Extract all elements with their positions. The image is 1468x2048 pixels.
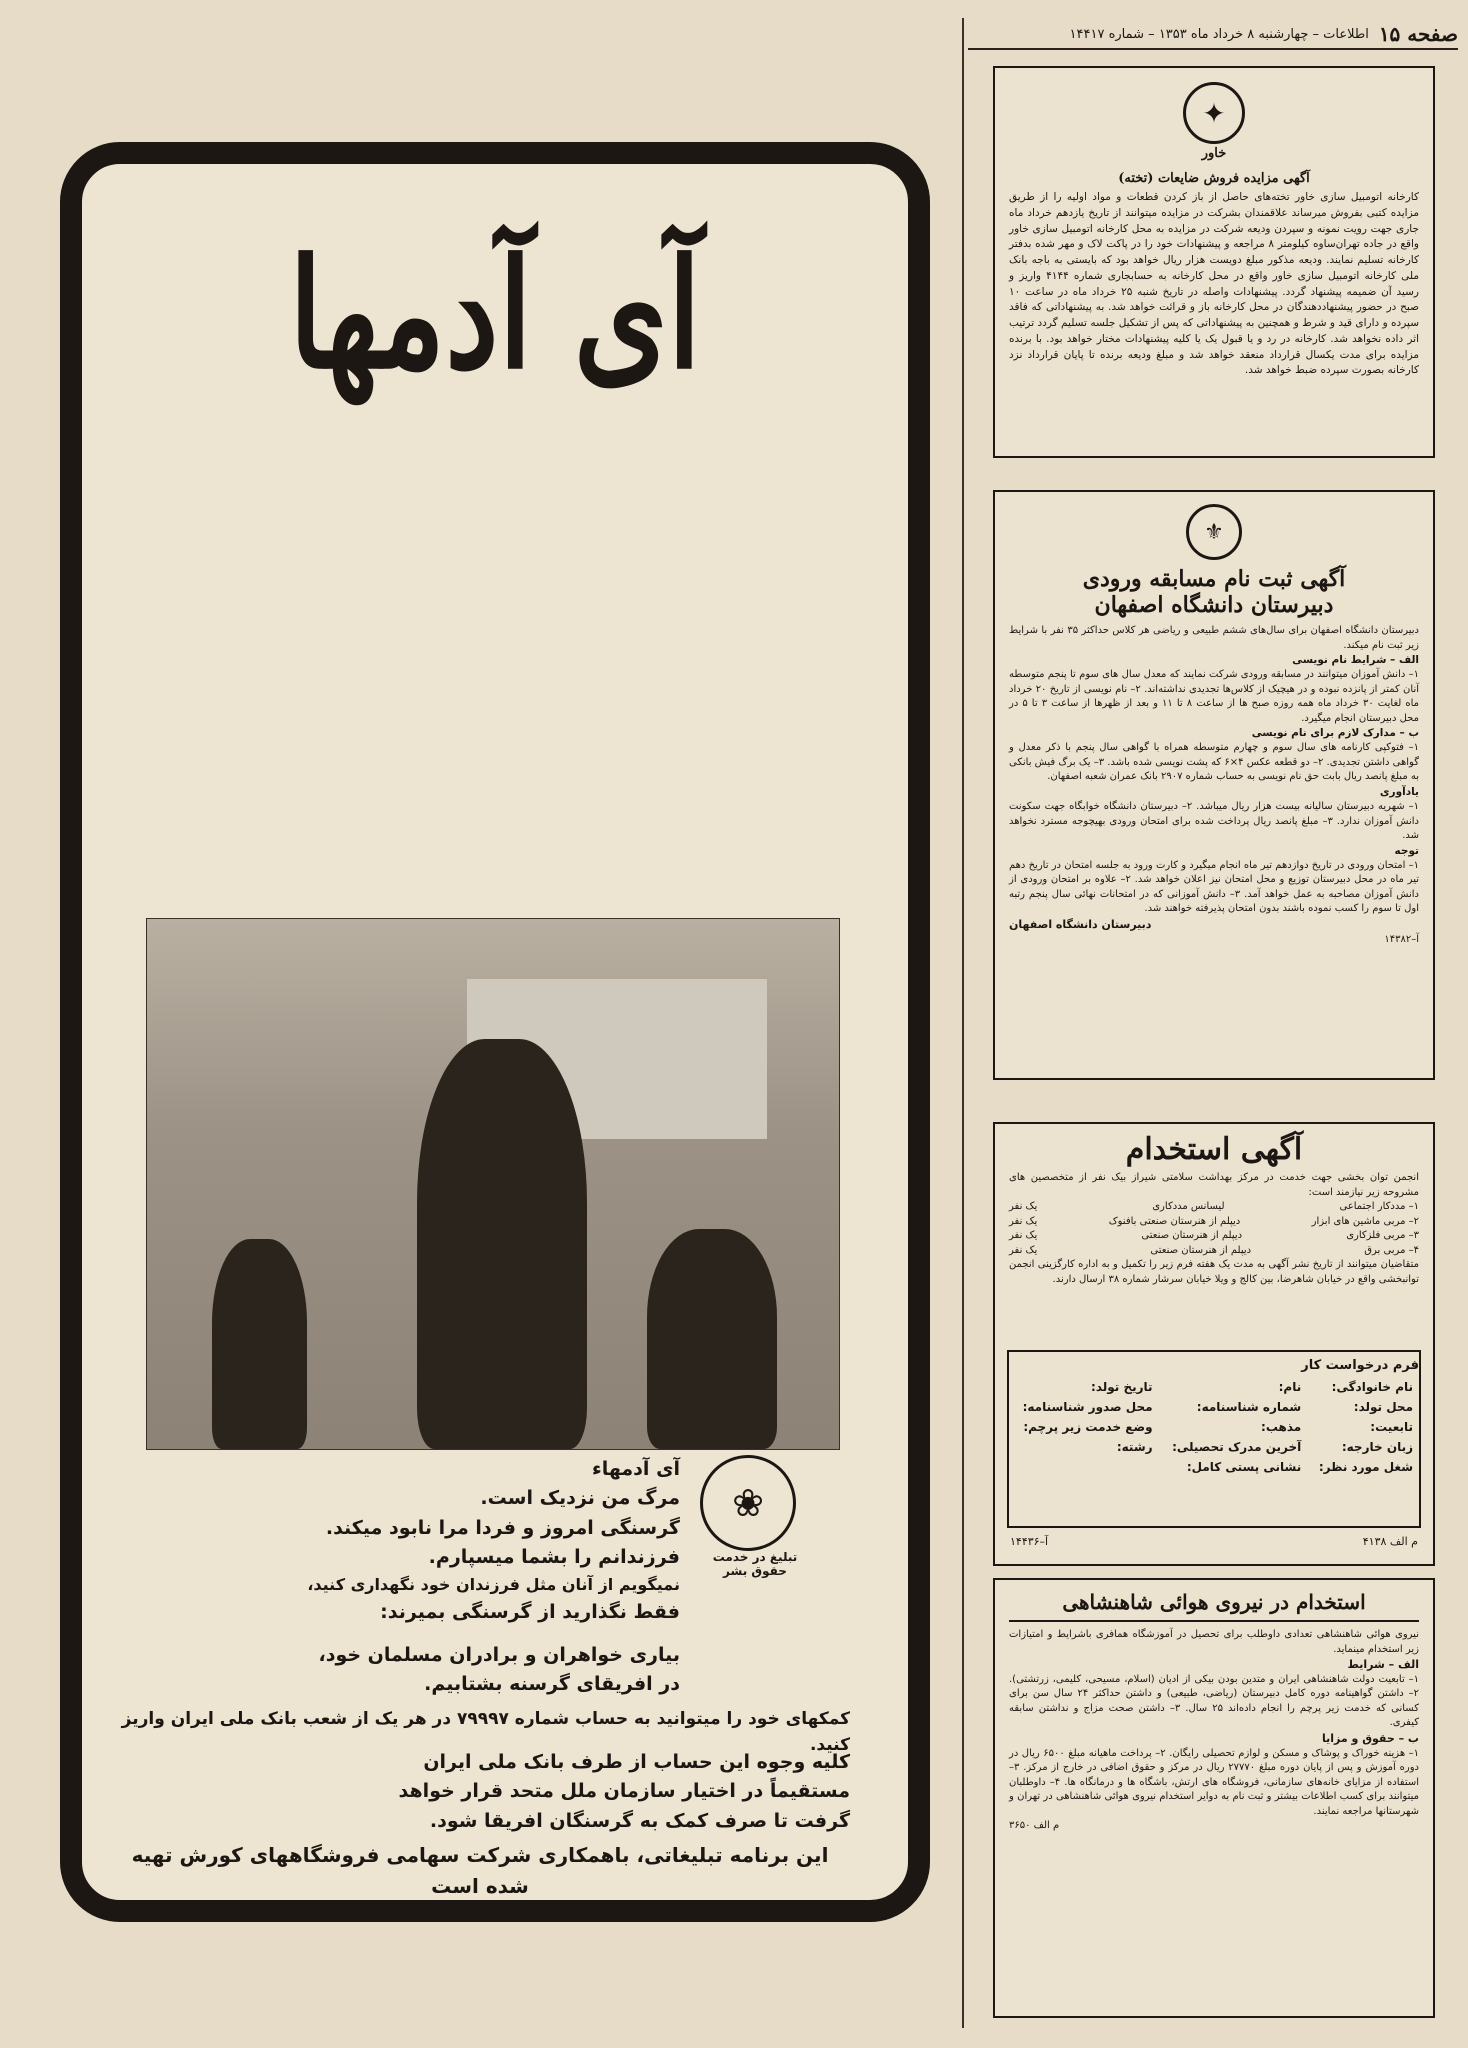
position-row [1009, 1229, 1419, 1244]
position-role: ۱– مددکار اجتماعی [1339, 1201, 1419, 1212]
brand-name: خاور [1201, 146, 1227, 161]
form-row [1009, 1457, 1419, 1477]
ad-line: فرزندانم را بشما میسپارم. [428, 1546, 680, 1569]
form-field: نام: [1278, 1380, 1302, 1394]
form-table [1009, 1377, 1419, 1477]
employment-apply-text: متقاضیان میتوانند از تاریخ نشر آگهی به مدت یک هفته فرم زیر را تکمیل و به اداره کارگزینی انجمن توانبخشی واقع در خیابان شاهرضا، بین کالج و ویلا خیابان سرشار شماره ۳۸ ارسال دارند. [1009, 1259, 1419, 1285]
school-admission-ad [993, 490, 1435, 1080]
mercedes-star-icon: ✦ [1183, 82, 1245, 144]
famine-photo [146, 918, 840, 1450]
photo-figure-child-right [647, 1229, 777, 1449]
human-rights-emblem-icon: ❀ [700, 1455, 796, 1551]
ad-funds-text [220, 1748, 850, 1836]
airforce-section-b-text: ۱– هزینه خوراک و پوشاک و مسکن و لوازم تحصیلی رایگان. ۲– پرداخت ماهیانه مبلغ ۶۵۰۰ ریال در دوره آموزش و پس از پایان دوره مبلغ ۲۷۷۷۰ ریال در مرکز و حقوق اضافی در خارج از مرکز. ۳– استفاده از مزایای خانه‌های سازمانی، فروشگاه های ارتش، باشگاه ها و درمانگاه ها. ۴– داوطلبان میتوانند برای کسب اطلاعات بیشتر و ثبت نام به دوایر استخدام نیروی هوائی شاهنشاهی در تهران و شهرستانها مراجعه نمایند. [1009, 1747, 1420, 1817]
position-degree: لیسانس مددکاری [1152, 1201, 1225, 1212]
form-field [1009, 1457, 1159, 1477]
form-field: رشته: [1116, 1440, 1153, 1454]
page-number: صفحه ۱۵ [1378, 22, 1458, 46]
position-count: یک نفر [1009, 1244, 1038, 1256]
footer-line: این برنامه تبلیغاتی، باهمکاری شرکت سهامی فروشگاههای کورش تهیه شده است [131, 1843, 829, 1898]
job-application-form [1007, 1350, 1421, 1528]
ad-line: فقط نگذارید از گرسنگی بمیرند: [380, 1600, 680, 1623]
auction-title: آگهی مزایده فروش ضایعات (تخته) [1118, 171, 1310, 186]
airforce-title: استخدام در نیروی هوائی شاهنشاهی [1009, 1590, 1419, 1622]
position-count: یک نفر [1009, 1230, 1038, 1241]
funds-line: کلیه وجوه این حساب از طرف بانک ملی ایران [423, 1751, 850, 1773]
form-field: تاریخ تولد: [1091, 1380, 1153, 1394]
funds-line: مستقیماً در اختیار سازمان ملل متحد قرار خواهد [398, 1780, 850, 1803]
school-section-a: الف – شرایط نام نویسی [1292, 654, 1419, 666]
form-field: مذهب: [1261, 1420, 1302, 1434]
auction-body: کارخانه اتومبیل سازی خاور تخته‌های حاصل از باز کردن قطعات و مواد اولیه را از طریق مزایده کتبی بفروش میرساند علاقمندان بشرکت در مزایده میتوانند از تاریخ یازدهم خرداد ماه جاری جهت رویت نمونه و سپردن ودیعه شرکت در مزایده به محل کارخانه اتومبیل سازی خاور واقع در جاده تهران‌ساوه کیلومتر ۸ مراجعه و پیشنهادات خود را در پاکت لاک و مهر شده بدفتر کارخانه تسلیم نمایند. ودیعه مذکور مبلغ دویست هزار ریال خواهد بود که بایستی به باجه بانک ملی کارخانه اتومبیل سازی خاور واقع در محل کارخانه به حسابجاری شماره ۴۱۴۴ واریز و رسید آن ضمیمه پیشنهاد گردد. پیشنهادات واصله در تاریخ شنبه ۲۵ خرداد ماه در ساعت ۱۰ صبح در حضور پیشنهاددهندگان در محل کارخانه باز و قرائت خواهد شد. به پیشنهاداتی که فاقد سپرده و دارای قید و شرط و همچنین به پیشنهاداتی که پس از تشکیل جلسه تسلیم گردد ترتیب اثر داده نخواهد شد. کارخانه در رد و یا قبول یک یا کلیه پیشنهادات مختار خواهد بود. با برنده مزایده برای مدت یکسال قرارداد منعقد خواهد شد و مبلغ ودیعه برنده تا پایان قرارداد نزد کارخانه بصورت سپرده ضبط خواهد شد. [1009, 191, 1420, 377]
photo-figure-child-left [212, 1239, 307, 1449]
form-row [1009, 1397, 1419, 1417]
employment-ref-right: م الف ۴۱۳۸ [1362, 1535, 1418, 1548]
school-section-a-text: ۱– دانش آموزان میتوانند در مسابقه ورودی شرکت نمایند که معدل سال های سوم تا پنجم متوسطه آنان کمتر از پانزده نبوده و در هیچیک از کلاس‌ها تجدیدی نداشته‌اند. ۲– نام نویسی از تاریخ ۲۰ خرداد ماه لغایت ۳۰ خرداد ماه همه روزه صبح ها از ساعت ۸ تا ۱۱ و بعد از ظهرها از ساعت ۳ تا ۵ در محل دبیرستان انجام میگیرد. [1009, 669, 1420, 724]
school-section-b: ب – مدارک لازم برای نام نویسی [1251, 727, 1419, 740]
university-seal-icon: ⚜ [1186, 504, 1242, 560]
position-degree: دیپلم از هنرستان صنعتی [1150, 1244, 1252, 1256]
form-field: محل صدور شناسنامه: [1022, 1400, 1153, 1414]
school-section-b-text: ۱– فتوکپی کارنامه های سال سوم و چهارم متوسطه همراه با گواهی سال پنجم با ذکر معدل و گواهی داشتن تجدیدی. ۲– دو قطعه عکس ۴×۶ که پشت نویسی شده باشد. ۳– یک برگ فیش بانکی به مبلغ پانصد ریال بابت حق نام نویسی به حساب شماره ۲۹۰۷ بانک عمران شعبه اصفهان. [1009, 742, 1419, 783]
form-field: نام خانوادگی: [1331, 1380, 1413, 1394]
employment-refs [1010, 1535, 1418, 1548]
funds-line: گرفت تا صرف کمک به گرسنگان افریقا شود. [429, 1809, 850, 1832]
airforce-section-b: ب – حقوق و مزایا [1322, 1731, 1419, 1745]
ad-line: مرگ من نزدیک است. [480, 1487, 680, 1510]
form-field: نشانی پستی کامل: [1186, 1460, 1302, 1474]
form-title: فرم درخواست کار [1301, 1358, 1419, 1373]
ad-line: نمیگویم از آنان مثل فرزندان خود نگهداری کنید، [307, 1574, 680, 1594]
school-title-line2: دبیرستان دانشگاه اصفهان [1094, 592, 1334, 618]
form-row [1009, 1417, 1419, 1437]
ad-line: گرسنگی امروز و فردا مرا نابود میکند. [325, 1516, 680, 1539]
issue-info: اطلاعات – چهارشنبه ۸ خرداد ماه ۱۳۵۳ – شماره ۱۴۴۱۷ [1069, 26, 1369, 42]
school-section-c: یادآوری [1379, 785, 1419, 798]
position-role: ۳– مربی فلزکاری [1346, 1230, 1419, 1241]
ad-line: آی آدمهاء [592, 1458, 680, 1480]
position-degree: دیپلم از هنرستان صنعتی [1141, 1230, 1243, 1241]
position-count: یک نفر [1009, 1215, 1038, 1227]
school-intro: دبیرستان دانشگاه اصفهان برای سال‌های ششم طبیعی و ریاضی هر کلاس حداکثر ۳۵ نفر با شرایط زیر ثبت نام میکند. [1009, 625, 1419, 651]
form-field: وضع خدمت زیر پرچم: [1023, 1420, 1153, 1434]
form-field: آخرین مدرک تحصیلی: [1172, 1440, 1302, 1454]
airforce-section-a-text: ۱– تابعیت دولت شاهنشاهی ایران و متدین بودن بیکی از ادیان (اسلام، مسیحی، کلیمی، زرتشتی). ۲– داشتن گواهینامه دوره کامل دبیرستان (ریاضی، طبیعی) و داشتن حداکثر ۲۴ سال سن برای کسانی که خدمت زیر پرچم را انجام داده‌اند ۲۵ سال. ۳– داشتن صحت مزاج و نداشتن سابقه کیفری. [1009, 1673, 1420, 1729]
form-field: زبان خارجه: [1341, 1440, 1413, 1454]
airforce-ref: م الف ۳۶۵۰ [1009, 1820, 1060, 1832]
school-section-c-text: ۱– شهریه دبیرستان سالیانه بیست هزار ریال میباشد. ۲– دبیرستان دانشگاه خوابگاه جهت سکونت دانش آموزان ندارد. ۳– مبلغ پانصد ریال پرداخت شده برای امتحان ورودی بهیچوجه مسترد نخواهد شد. [1009, 801, 1419, 842]
position-role: ۲– مربی ماشین های ابزار [1311, 1215, 1419, 1227]
position-row [1009, 1244, 1419, 1259]
school-title-line1: آگهی ثبت نام مسابقه ورودی [1082, 566, 1346, 592]
employment-intro: انجمن توان بخشی جهت خدمت در مرکز بهداشت سلامتی شیراز بیک نفر از متخصصین های مشروحه زیر نیازمند است: [1009, 1172, 1419, 1198]
school-ref: آ–۱۴۳۸۲ [1384, 933, 1419, 945]
position-row [1009, 1200, 1419, 1215]
auction-ad [993, 66, 1435, 458]
position-row [1009, 1215, 1419, 1230]
form-field: محل تولد: [1353, 1400, 1413, 1414]
school-section-d: توجه [1394, 844, 1419, 857]
form-row [1009, 1377, 1419, 1397]
school-section-d-text: ۱– امتحان ورودی در تاریخ دوازدهم تیر ماه انجام میگیرد و کارت ورود به جلسه امتحان در تاریخ دهم تیر ماه در محل دبیرستان توزیع و محل امتحان نیز اعلان خواهد شد. ۲– علاوه بر امتحان ورودی از دانش آموزان مصاحبه به عمل خواهد آمد. ۳– دانش آموزانی که در امتحانات نهائی سال پنجم رتبه اول تا سوم را کسب نموده باشند بدون امتحان پذیرفته خواهند شد. [1009, 859, 1420, 915]
form-field: تابعیت: [1370, 1420, 1413, 1434]
airforce-intro: نیروی هوائی شاهنشاهی تعدادی داوطلب برای تحصیل در آموزشگاه همافری باشرایط و امتیازات زیر استخدام مینماید. [1009, 1629, 1419, 1655]
form-field: شماره شناسنامه: [1196, 1400, 1302, 1414]
ad-body-text [300, 1455, 680, 1700]
account-line: کمکهای خود را میتوانید به حساب شماره ۷۹۹۹۷ در هر یک از شعب بانک ملی ایران واریز کنید. [121, 1709, 850, 1756]
form-row [1009, 1437, 1419, 1457]
school-signature: دبیرستان دانشگاه اصفهان [1009, 917, 1152, 931]
positions-list [995, 1200, 1433, 1258]
ad-headline: آی آدمها [289, 226, 701, 403]
employment-title: آگهی استخدام [1125, 1132, 1303, 1167]
airforce-section-a: الف – شرایط [1347, 1658, 1419, 1671]
form-field: شغل مورد نظر: [1318, 1460, 1413, 1474]
position-count: یک نفر [1009, 1201, 1038, 1212]
employment-ref-left: آ–۱۴۴۳۶ [1010, 1535, 1049, 1548]
ad-line: در افریقای گرسنه بشتابیم. [424, 1673, 680, 1696]
photo-figure-man [417, 1039, 587, 1449]
ad-line: بیاری خواهران و برادران مسلمان خود، [318, 1643, 680, 1666]
position-role: ۴– مربی برق [1364, 1244, 1419, 1256]
emblem-caption: تبلیغ در خدمت حقوق بشر [712, 1550, 798, 1578]
position-degree: دیپلم از هنرستان صنعتی بافنوک [1108, 1215, 1241, 1227]
page-header [968, 20, 1458, 50]
air-force-ad [993, 1578, 1435, 2018]
ad-footer [110, 1840, 850, 1902]
column-divider [962, 18, 964, 2028]
